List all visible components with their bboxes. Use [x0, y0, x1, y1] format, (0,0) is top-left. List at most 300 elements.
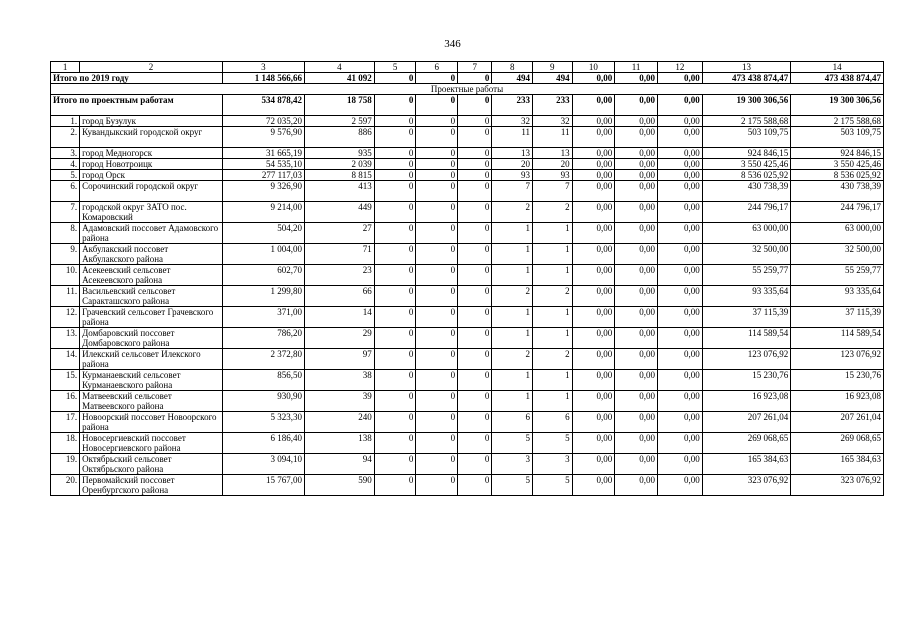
- row-value: 0,00: [657, 148, 702, 159]
- total-value: 494: [533, 73, 573, 84]
- row-value: 0: [458, 127, 492, 148]
- row-value: 9 576,90: [222, 127, 304, 148]
- column-number-cell: 6: [416, 62, 458, 73]
- row-value: 123 076,92: [791, 349, 884, 370]
- row-value: 786,20: [222, 328, 304, 349]
- row-value: 0,00: [615, 454, 658, 475]
- row-value: 97: [305, 349, 375, 370]
- column-number-cell: 12: [657, 62, 702, 73]
- row-number: 2.: [51, 127, 80, 148]
- row-value: 1 299,80: [222, 286, 304, 307]
- total-value: 0,00: [657, 73, 702, 84]
- table-row: [51, 244, 884, 265]
- row-value: 0: [374, 116, 416, 127]
- row-value: 93: [533, 170, 573, 181]
- row-value: 0: [416, 127, 458, 148]
- row-value: 0,00: [615, 307, 658, 328]
- row-value: 0: [416, 307, 458, 328]
- table-row: [51, 159, 884, 170]
- row-value: 269 068,65: [702, 433, 791, 454]
- row-value: 0,00: [657, 159, 702, 170]
- row-value: 430 738,39: [791, 181, 884, 202]
- total-value: 0: [458, 95, 492, 116]
- row-value: 0: [458, 391, 492, 412]
- column-number-cell: 2: [80, 62, 223, 73]
- row-value: 207 261,04: [702, 412, 791, 433]
- row-value: 0: [458, 181, 492, 202]
- row-value: 0: [458, 159, 492, 170]
- row-value: 0,00: [572, 370, 615, 391]
- row-value: 371,00: [222, 307, 304, 328]
- row-value: 16 923,08: [702, 391, 791, 412]
- total-project-row: [51, 95, 884, 116]
- row-value: 1: [492, 244, 533, 265]
- row-value: 0: [458, 202, 492, 223]
- row-value: 0,00: [615, 223, 658, 244]
- row-number: 5.: [51, 170, 80, 181]
- row-value: 0: [374, 307, 416, 328]
- row-value: 413: [305, 181, 375, 202]
- row-value: 0: [416, 475, 458, 496]
- row-value: 38: [305, 370, 375, 391]
- row-value: 0,00: [572, 244, 615, 265]
- row-value: 2: [492, 349, 533, 370]
- row-value: 1: [492, 328, 533, 349]
- row-value: 31 665,19: [222, 148, 304, 159]
- row-value: 0: [374, 127, 416, 148]
- table-row: [51, 148, 884, 159]
- row-value: 0: [416, 244, 458, 265]
- row-value: 2 597: [305, 116, 375, 127]
- row-value: 0: [374, 391, 416, 412]
- row-value: 0,00: [657, 307, 702, 328]
- row-value: 1: [533, 307, 573, 328]
- row-number: 8.: [51, 223, 80, 244]
- row-value: 2: [533, 202, 573, 223]
- row-value: 0: [416, 391, 458, 412]
- row-value: 0,00: [615, 433, 658, 454]
- row-value: 23: [305, 265, 375, 286]
- row-value: 1: [492, 307, 533, 328]
- column-number-cell: 7: [458, 62, 492, 73]
- row-value: 0,00: [657, 223, 702, 244]
- row-value: 93: [492, 170, 533, 181]
- row-value: 0,00: [657, 181, 702, 202]
- column-number-cell: 9: [533, 62, 573, 73]
- table-row: [51, 170, 884, 181]
- row-value: 0: [416, 286, 458, 307]
- table-row: [51, 412, 884, 433]
- row-value: 0: [374, 159, 416, 170]
- row-value: 32: [492, 116, 533, 127]
- row-value: 1: [533, 223, 573, 244]
- row-value: 0: [374, 223, 416, 244]
- row-value: 16 923,08: [791, 391, 884, 412]
- municipality-name: Новосергиевский поссовет Новосергиевского района: [80, 433, 223, 454]
- row-value: 0,00: [572, 454, 615, 475]
- row-value: 8 815: [305, 170, 375, 181]
- row-value: 590: [305, 475, 375, 496]
- row-value: 63 000,00: [702, 223, 791, 244]
- row-value: 240: [305, 412, 375, 433]
- total-value: 0,00: [615, 73, 658, 84]
- row-value: 0,00: [615, 127, 658, 148]
- total-label: Итого по проектным работам: [51, 95, 223, 116]
- row-value: 7: [533, 181, 573, 202]
- row-value: 0: [416, 370, 458, 391]
- row-value: 0,00: [572, 181, 615, 202]
- row-number: 13.: [51, 328, 80, 349]
- row-value: 503 109,75: [791, 127, 884, 148]
- row-value: 20: [492, 159, 533, 170]
- row-value: 114 589,54: [791, 328, 884, 349]
- table-row: [51, 328, 884, 349]
- row-value: 3 550 425,46: [791, 159, 884, 170]
- row-value: 0,00: [657, 349, 702, 370]
- column-number-cell: 10: [572, 62, 615, 73]
- column-number-cell: 8: [492, 62, 533, 73]
- municipality-name: Октябрьский сельсовет Октябрьского района: [80, 454, 223, 475]
- row-value: 37 115,39: [702, 307, 791, 328]
- row-value: 0,00: [572, 433, 615, 454]
- row-value: 1: [492, 223, 533, 244]
- total-2019-row: [51, 73, 884, 84]
- row-value: 71: [305, 244, 375, 265]
- row-value: 0: [374, 244, 416, 265]
- municipality-name: Матвеевский сельсовет Матвеевского района: [80, 391, 223, 412]
- row-number: 16.: [51, 391, 80, 412]
- municipality-name: Грачевский сельсовет Грачевского района: [80, 307, 223, 328]
- table-row: [51, 202, 884, 223]
- column-number-cell: 5: [374, 62, 416, 73]
- row-value: 55 259,77: [702, 265, 791, 286]
- row-value: 0,00: [615, 286, 658, 307]
- row-value: 27: [305, 223, 375, 244]
- table-row: [51, 475, 884, 496]
- table-row: [51, 286, 884, 307]
- row-value: 29: [305, 328, 375, 349]
- municipality-name: Акбулакский поссовет Акбулакского района: [80, 244, 223, 265]
- municipality-name: город Новотроицк: [80, 159, 223, 170]
- row-value: 0: [416, 159, 458, 170]
- row-value: 0: [458, 244, 492, 265]
- row-value: 0,00: [572, 159, 615, 170]
- table-row: [51, 127, 884, 148]
- row-value: 0,00: [572, 148, 615, 159]
- municipality-name: Кувандыкский городской округ: [80, 127, 223, 148]
- table-row: [51, 454, 884, 475]
- total-value: 233: [492, 95, 533, 116]
- row-value: 0,00: [615, 170, 658, 181]
- row-value: 0,00: [615, 370, 658, 391]
- row-number: 9.: [51, 244, 80, 265]
- row-value: 0,00: [615, 349, 658, 370]
- row-number: 18.: [51, 433, 80, 454]
- row-value: 1: [492, 370, 533, 391]
- row-value: 1: [533, 391, 573, 412]
- row-value: 2: [533, 286, 573, 307]
- row-value: 277 117,03: [222, 170, 304, 181]
- row-value: 449: [305, 202, 375, 223]
- row-value: 0,00: [615, 328, 658, 349]
- row-value: 3 550 425,46: [702, 159, 791, 170]
- row-value: 2: [533, 349, 573, 370]
- row-value: 123 076,92: [702, 349, 791, 370]
- row-value: 0,00: [615, 244, 658, 265]
- row-value: 14: [305, 307, 375, 328]
- row-value: 0,00: [657, 454, 702, 475]
- total-value: 473 438 874,47: [702, 73, 791, 84]
- row-value: 0,00: [657, 170, 702, 181]
- municipality-name: Домбаровский поссовет Домбаровского района: [80, 328, 223, 349]
- row-value: 0,00: [657, 202, 702, 223]
- row-value: 0: [374, 370, 416, 391]
- row-value: 930,90: [222, 391, 304, 412]
- table-row: [51, 370, 884, 391]
- row-value: 0,00: [657, 370, 702, 391]
- row-value: 3 094,10: [222, 454, 304, 475]
- row-value: 1: [492, 391, 533, 412]
- row-value: 0: [458, 412, 492, 433]
- row-value: 886: [305, 127, 375, 148]
- row-value: 924 846,15: [791, 148, 884, 159]
- row-value: 2 175 588,68: [702, 116, 791, 127]
- municipality-name: город Медногорск: [80, 148, 223, 159]
- row-value: 924 846,15: [702, 148, 791, 159]
- row-value: 0,00: [572, 202, 615, 223]
- total-value: 41 092: [305, 73, 375, 84]
- row-value: 7: [492, 181, 533, 202]
- row-value: 0: [416, 412, 458, 433]
- total-value: 0: [416, 95, 458, 116]
- row-value: 0,00: [657, 391, 702, 412]
- row-value: 2 372,80: [222, 349, 304, 370]
- row-value: 2 039: [305, 159, 375, 170]
- page-number: 346: [444, 38, 461, 50]
- row-value: 0: [374, 454, 416, 475]
- column-number-cell: 1: [51, 62, 80, 73]
- row-value: 430 738,39: [702, 181, 791, 202]
- total-value: 0,00: [572, 95, 615, 116]
- total-value: 0,00: [657, 95, 702, 116]
- row-value: 1: [533, 370, 573, 391]
- row-value: 32 500,00: [791, 244, 884, 265]
- table-row: [51, 265, 884, 286]
- row-value: 0,00: [615, 202, 658, 223]
- row-value: 0: [374, 328, 416, 349]
- row-value: 0,00: [615, 181, 658, 202]
- row-value: 0,00: [657, 127, 702, 148]
- row-value: 114 589,54: [702, 328, 791, 349]
- row-value: 3: [533, 454, 573, 475]
- row-value: 5: [533, 433, 573, 454]
- row-value: 5: [533, 475, 573, 496]
- row-value: 93 335,64: [702, 286, 791, 307]
- row-number: 10.: [51, 265, 80, 286]
- municipality-name: Илекский сельсовет Илекского района: [80, 349, 223, 370]
- row-value: 0: [458, 286, 492, 307]
- row-value: 0: [416, 181, 458, 202]
- total-value: 19 300 306,56: [791, 95, 884, 116]
- row-value: 269 068,65: [791, 433, 884, 454]
- total-value: 0: [416, 73, 458, 84]
- row-value: 6: [533, 412, 573, 433]
- report-table: [50, 61, 884, 496]
- row-value: 0: [374, 349, 416, 370]
- row-value: 0,00: [572, 127, 615, 148]
- row-value: 2 175 588,68: [791, 116, 884, 127]
- row-value: 0: [458, 307, 492, 328]
- row-value: 1: [533, 265, 573, 286]
- row-value: 0,00: [615, 265, 658, 286]
- municipality-name: Асекеевский сельсовет Асекеевского района: [80, 265, 223, 286]
- row-value: 0: [374, 475, 416, 496]
- municipality-name: Сорочинский городской округ: [80, 181, 223, 202]
- row-value: 0: [458, 170, 492, 181]
- municipality-name: Васильевский сельсовет Саракташского района: [80, 286, 223, 307]
- row-number: 20.: [51, 475, 80, 496]
- row-value: 0,00: [572, 328, 615, 349]
- row-value: 0,00: [572, 265, 615, 286]
- row-value: 0: [458, 328, 492, 349]
- row-value: 11: [533, 127, 573, 148]
- total-value: 534 878,42: [222, 95, 304, 116]
- row-value: 0,00: [572, 116, 615, 127]
- row-value: 0: [374, 433, 416, 454]
- row-value: 0: [416, 433, 458, 454]
- total-value: 494: [492, 73, 533, 84]
- row-value: 93 335,64: [791, 286, 884, 307]
- row-value: 37 115,39: [791, 307, 884, 328]
- row-value: 0,00: [572, 412, 615, 433]
- row-value: 0,00: [615, 159, 658, 170]
- row-value: 20: [533, 159, 573, 170]
- row-value: 8 536 025,92: [702, 170, 791, 181]
- row-value: 0,00: [572, 475, 615, 496]
- row-value: 0,00: [615, 391, 658, 412]
- table-row: [51, 433, 884, 454]
- row-value: 5: [492, 433, 533, 454]
- row-value: 244 796,17: [702, 202, 791, 223]
- table-row: [51, 181, 884, 202]
- total-value: 1 148 566,66: [222, 73, 304, 84]
- row-value: 165 384,63: [791, 454, 884, 475]
- total-value: 18 758: [305, 95, 375, 116]
- table-row: [51, 223, 884, 244]
- municipality-name: Первомайский поссовет Оренбургского района: [80, 475, 223, 496]
- row-value: 2: [492, 202, 533, 223]
- row-value: 13: [533, 148, 573, 159]
- table-row: [51, 116, 884, 127]
- row-value: 0: [374, 265, 416, 286]
- row-value: 15 230,76: [791, 370, 884, 391]
- row-value: 0,00: [657, 433, 702, 454]
- row-value: 0: [416, 265, 458, 286]
- row-value: 39: [305, 391, 375, 412]
- row-value: 0,00: [657, 116, 702, 127]
- section-title: Проектные работы: [51, 84, 884, 95]
- row-value: 0,00: [657, 328, 702, 349]
- row-value: 0: [374, 148, 416, 159]
- row-value: 323 076,92: [791, 475, 884, 496]
- total-value: 0: [458, 73, 492, 84]
- municipality-name: городской округ ЗАТО пос. Комаровский: [80, 202, 223, 223]
- row-value: 0: [458, 349, 492, 370]
- total-value: 0,00: [615, 95, 658, 116]
- row-value: 1 004,00: [222, 244, 304, 265]
- row-value: 8 536 025,92: [791, 170, 884, 181]
- row-value: 207 261,04: [791, 412, 884, 433]
- row-value: 9 214,00: [222, 202, 304, 223]
- row-number: 19.: [51, 454, 80, 475]
- row-value: 0,00: [657, 244, 702, 265]
- row-value: 244 796,17: [791, 202, 884, 223]
- row-value: 0,00: [657, 286, 702, 307]
- row-value: 503 109,75: [702, 127, 791, 148]
- row-number: 17.: [51, 412, 80, 433]
- row-number: 1.: [51, 116, 80, 127]
- table-row: [51, 349, 884, 370]
- row-value: 935: [305, 148, 375, 159]
- row-value: 0,00: [572, 286, 615, 307]
- row-value: 5 323,30: [222, 412, 304, 433]
- row-value: 0: [458, 475, 492, 496]
- column-number-cell: 3: [222, 62, 304, 73]
- row-value: 6 186,40: [222, 433, 304, 454]
- row-value: 0,00: [572, 307, 615, 328]
- row-number: 4.: [51, 159, 80, 170]
- row-value: 55 259,77: [791, 265, 884, 286]
- total-label: Итого по 2019 году: [51, 73, 223, 84]
- row-value: 0,00: [657, 265, 702, 286]
- row-value: 165 384,63: [702, 454, 791, 475]
- row-value: 0,00: [615, 412, 658, 433]
- row-value: 1: [533, 328, 573, 349]
- row-value: 94: [305, 454, 375, 475]
- row-value: 15 767,00: [222, 475, 304, 496]
- total-value: 233: [533, 95, 573, 116]
- row-value: 0: [416, 454, 458, 475]
- total-value: 0: [374, 95, 416, 116]
- section-title-row: [51, 84, 884, 95]
- row-value: 0,00: [572, 349, 615, 370]
- row-value: 1: [533, 244, 573, 265]
- column-number-row: [51, 62, 884, 73]
- row-value: 1: [492, 265, 533, 286]
- row-value: 54 535,10: [222, 159, 304, 170]
- row-value: 0: [458, 433, 492, 454]
- row-value: 11: [492, 127, 533, 148]
- row-value: 0: [374, 202, 416, 223]
- table-row: [51, 307, 884, 328]
- row-value: 0: [374, 412, 416, 433]
- row-value: 63 000,00: [791, 223, 884, 244]
- row-number: 15.: [51, 370, 80, 391]
- row-value: 0: [416, 223, 458, 244]
- column-number-cell: 4: [305, 62, 375, 73]
- total-value: 473 438 874,47: [791, 73, 884, 84]
- total-value: 0,00: [572, 73, 615, 84]
- row-number: 12.: [51, 307, 80, 328]
- row-value: 0: [416, 349, 458, 370]
- row-value: 72 035,20: [222, 116, 304, 127]
- row-value: 3: [492, 454, 533, 475]
- row-value: 66: [305, 286, 375, 307]
- row-value: 0: [374, 170, 416, 181]
- row-value: 0: [374, 286, 416, 307]
- row-number: 11.: [51, 286, 80, 307]
- row-value: 138: [305, 433, 375, 454]
